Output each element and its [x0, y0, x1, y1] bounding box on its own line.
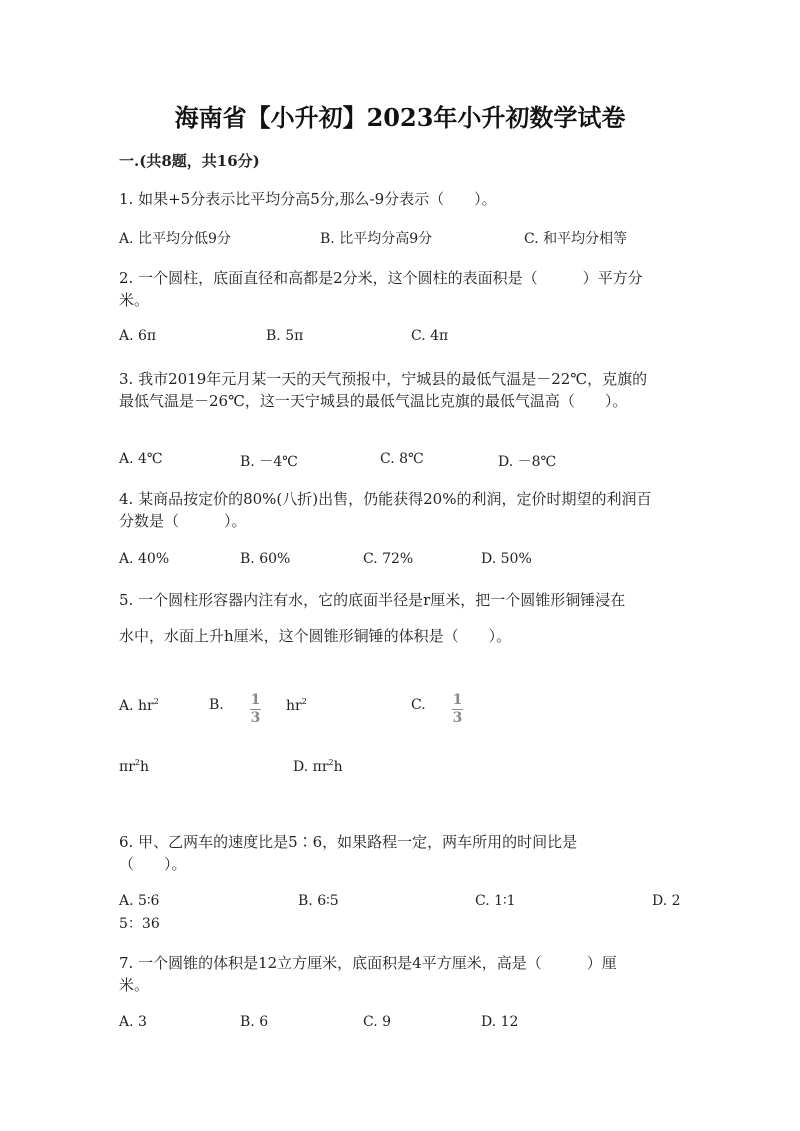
- question-5-option-a: A. $hr^2$: [119, 697, 159, 714]
- question-4-stem-line-1: 4. 某商品按定价的80%(八折)出售，仍能获得20%的利润，定价时期望的利润百: [119, 490, 652, 508]
- question-2-option-a: A. 6π: [119, 328, 157, 344]
- question-4-option-a: A. 40%: [119, 551, 170, 567]
- question-2-stem-line-1: 2. 一个圆柱，底面直径和高都是2分米，这个圆柱的表面积是（ ）平方分: [119, 269, 643, 287]
- question-5-option-b-term: $hr^2$: [286, 697, 307, 714]
- question-2-option-c: C. 4π: [411, 328, 449, 344]
- question-5-stem-line-2: 水中，水面上升h厘米，这个圆锥形铜锤的体积是（ ）。: [119, 627, 512, 645]
- question-6-option-d: D. 2: [652, 893, 681, 909]
- question-7-option-c: C. 9: [363, 1014, 392, 1030]
- question-6-option-d-wrap: 5：36: [119, 916, 160, 932]
- question-4-option-b: B. 60%: [240, 551, 291, 567]
- question-7-option-d: D. 12: [481, 1014, 519, 1030]
- page-title: 海南省【小升初】2023年小升初数学试卷: [174, 103, 626, 132]
- question-6-option-a: A. 5∶6: [119, 893, 160, 909]
- question-5-option-c-term: $\pi r^2h$: [119, 758, 150, 775]
- question-7-option-b: B. 6: [240, 1014, 269, 1030]
- question-4-option-d: D. 50%: [481, 551, 532, 567]
- question-6-option-b: B. 6∶5: [298, 893, 339, 909]
- question-1-option-c: C. 和平均分相等: [524, 231, 628, 247]
- question-7-stem-line-1: 7. 一个圆锥的体积是12立方厘米，底面积是4平方厘米，高是（ ）厘: [119, 954, 617, 972]
- question-2-option-b: B. 5π: [266, 328, 304, 344]
- question-3-option-b: B. －4℃: [240, 454, 298, 470]
- section-heading: 一.(共8题，共16分): [119, 152, 260, 170]
- question-1-option-a: A. 比平均分低9分: [119, 231, 231, 247]
- question-7-option-a: A. 3: [119, 1014, 147, 1030]
- question-6-option-c: C. 1∶1: [475, 893, 516, 909]
- question-5-option-d: D. $\pi r^2h$: [293, 758, 343, 775]
- question-6-stem-line-1: 6. 甲、乙两车的速度比是5∶6，如果路程一定，两车所用的时间比是: [119, 833, 578, 851]
- question-1-option-b: B. 比平均分高9分: [320, 231, 433, 247]
- question-5-option-c-label: C.: [411, 697, 426, 713]
- question-4-option-c: C. 72%: [363, 551, 414, 567]
- fraction-one-third: $\frac{1}{3}$: [250, 692, 261, 726]
- question-1-stem: 1. 如果+5分表示比平均分高5分,那么-9分表示（ ）。: [119, 190, 497, 208]
- question-5-stem-line-1: 5. 一个圆柱形容器内注有水，它的底面半径是r厘米，把一个圆锥形铜锤浸在: [119, 591, 626, 609]
- question-2-stem-line-2: 米。: [119, 291, 150, 309]
- question-5-option-b-label: B.: [209, 697, 224, 713]
- question-4-stem-line-2: 分数是（ ）。: [119, 512, 247, 530]
- question-6-stem-line-2: （ ）。: [119, 855, 187, 873]
- question-3-stem-line-2: 最低气温是－26℃，这一天宁城县的最低气温比克旗的最低气温高（ ）。: [119, 392, 628, 410]
- fraction-one-third-option-c: $\frac{1}{3}$: [452, 692, 463, 726]
- question-3-stem-line-1: 3. 我市2019年元月某一天的天气预报中，宁城县的最低气温是－22℃，克旗的: [119, 370, 648, 388]
- question-3-option-a: A. 4℃: [119, 451, 163, 467]
- question-7-stem-line-2: 米。: [119, 976, 150, 994]
- question-3-option-d: D. －8℃: [498, 454, 557, 470]
- question-3-option-c: C. 8℃: [380, 451, 424, 467]
